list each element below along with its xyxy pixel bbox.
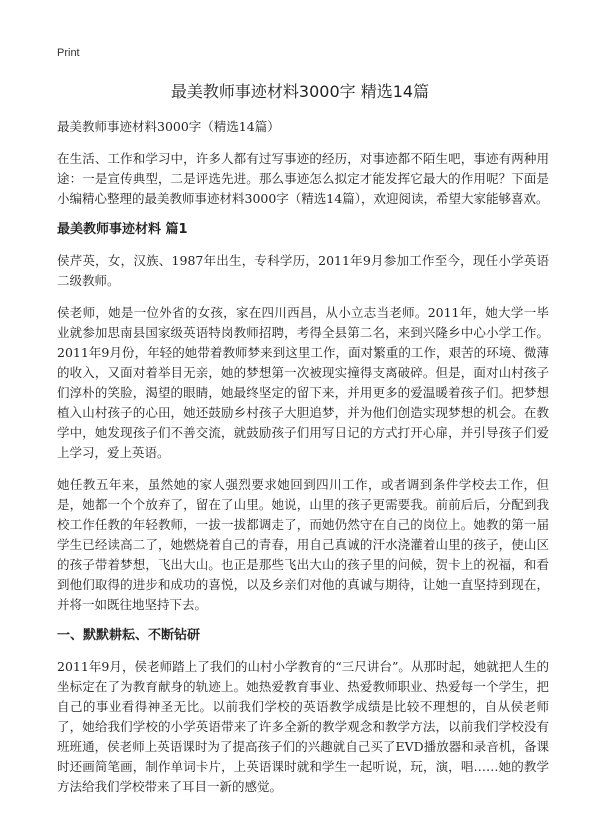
paragraph-4: 2011年9月，侯老师踏上了我们的山村小学教育的“三尺讲台”。从那时起，她就把人生的坐标定在了为教育献身的轨迹上。她热爱教育事业、热爱教师职业、热爱每一个学生，把自己的事业看得神圣无比。以前我们学校的英语教学成绩是比较不理想的，自从侯老师了，她给我们学校的小学英语带来了许多全新的教学观念和教学方法，以前我们学校没有班班通，侯老师上英语课时为了提高孩子们的兴趣就自己买了EVD播放器和录音机，备课时还画简笔画，制作单词卡片，上英语课时就和学生一起听说，玩，演，唱……她的教学方法给我们学校带来了耳目一新的感觉。	[57, 659, 549, 794]
paragraph-3: 她任教五年来，虽然她的家人强烈要求她回到四川工作，或者调到条件学校去工作，但是，她都一个个放弃了，留在了山里。她说，山里的孩子更需要我。前前后后，分配到我校工作任教的年轻教师，一拔一拔都调走了，而她仍然守在自己的岗位上。她教的第一届学生已经读高二了，她燃烧着自己的青春，用自己真诚的汗水浇灌着山里的孩子，使山区的孩子带着梦想，飞出大山。也正是那些飞出大山的孩子里的问候，贺卡上的祝福，和看到他们取得的进步和成功的喜悦，以及乡亲们对他的真诚与期待，让她一直坚持到现在，并将一如既往地坚持下去。	[57, 477, 549, 612]
section-heading-2: 一、默默耕耘、不断钻研	[57, 628, 201, 643]
document-title: 最美教师事迹材料3000字 精选14篇	[170, 82, 430, 101]
paragraph-2: 侯老师，她是一位外省的女孩，家在四川西昌，从小立志当老师。2011年，她大学一毕业就参加思南县国家级英语特岗教师招聘，考得全县第二名，来到兴隆乡中心小学工作。2011年9月份，年轻的她带着教师梦来到这里工作，面对繁重的工作，艰苦的环境、微薄的收入，又面对着举目无亲，她的梦想第一次被现实撞得支离破碎。但是，面对山村孩子们淳朴的笑脸，渴望的眼睛，她最终坚定的留下来，并用更多的爱温暖着孩子们。把梦想植入山村孩子的心田，她还鼓励乡村孩子大胆追梦，并为他们创造实现梦想的机会。在教学中，她发现孩子们不善交流，就鼓励孩子们用写日记的方式打开心扉，并引导孩子们爱上学习，爱上英语。	[57, 305, 549, 460]
section-heading-1: 最美教师事迹材料 篇1	[57, 222, 188, 237]
document-subtitle: 最美教师事迹材料3000字（精选14篇）	[57, 119, 280, 134]
document-body	[57, 118, 549, 809]
paragraph-1: 侯芹英，女，汉族、1987年出生，专科学历，2011年9月参加工作至今，现任小学英语二级教师。	[57, 253, 549, 288]
print-label: Print	[57, 47, 80, 59]
intro-paragraph: 在生活、工作和学习中，许多人都有过写事迹的经历，对事迹都不陌生吧，事迹有两种用途：一是宣传典型，二是评选先进。那么事迹怎么拟定才能发挥它最大的作用呢？下面是小编精心整理的最美教师事迹材料3000字（精选14篇），欢迎阅读，希望大家能够喜欢。	[57, 151, 549, 206]
